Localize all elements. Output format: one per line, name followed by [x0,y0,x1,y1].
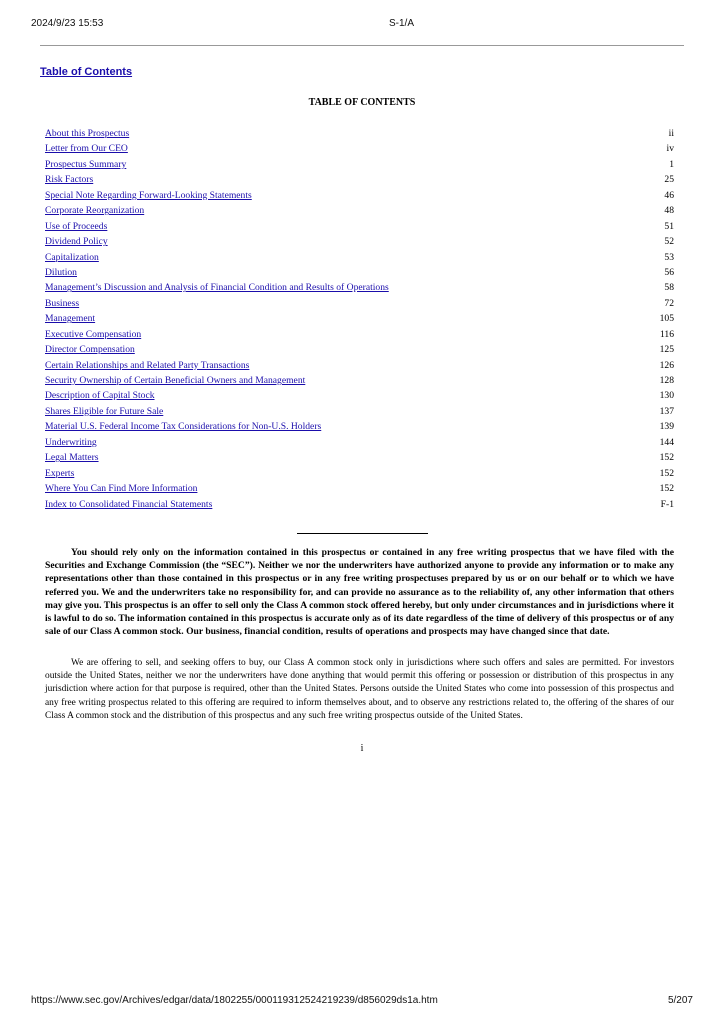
table-of-contents-link[interactable]: Table of Contents [40,66,133,78]
toc-entry-page: 58 [664,282,674,294]
offering-jurisdiction-paragraph: We are offering to sell, and seeking offers to buy, our Class A common stock only in jurisdictions where such offers and sales are permitted. For investors outside the United States, neither we nor the underwriters have done anything that would permit this offering or possession or distribution of this prospectus in any jurisdiction where action for that purpose is required, other than the United States. Persons outside the United States who come into possession of this prospectus and any free writing prospectus related to this offering are required to inform themselves about, and to observe any restrictions related to, the offering of the shares of our Class A common stock and the distribution of this prospectus and any such free writing prospectus outside of the United States. [45,658,674,721]
print-footer [31,995,693,1009]
toc-entry-page: 137 [659,405,674,417]
toc-entry-page: iv [666,143,674,155]
toc-entry-page: 144 [659,436,674,448]
toc-entry [45,127,674,142]
toc-entry [45,420,674,435]
toc-entry-link[interactable]: Security Ownership of Certain Beneficial Owners and Management [45,375,306,386]
toc-entry-page: 1 [669,158,674,170]
toc-entry [45,359,674,374]
toc-entry-page: ii [668,128,674,139]
toc-entry-link[interactable]: Dividend Policy [45,236,108,248]
toc-entry-link[interactable]: Prospectus Summary [45,158,127,170]
toc-entry-page: 51 [664,220,674,232]
toc-entry-link[interactable]: Corporate Reorganization [45,205,145,217]
toc-entry [45,266,674,281]
toc-entry-link[interactable]: Legal Matters [45,452,99,464]
toc-entry [45,235,674,250]
toc-entry [45,328,674,343]
toc-entry-link[interactable]: Shares Eligible for Future Sale [45,405,164,417]
toc-entry-page: F-1 [660,498,674,510]
document-type: S-1/A [389,18,415,29]
section-separator [297,533,428,534]
toc-entry-page: 72 [664,297,674,309]
header-divider [40,45,684,46]
toc-entry-page: 152 [659,467,674,479]
toc-entry [45,220,674,235]
page-number: i [360,743,364,754]
source-url: https://www.sec.gov/Archives/edgar/data/1802255/000119312524219239/d856029ds1a.htm [31,995,438,1006]
toc-entry [45,467,674,482]
toc-entry-page: 48 [664,205,674,217]
toc-entry [45,312,674,327]
toc-entry-link[interactable]: Experts [45,467,75,479]
toc-entry [45,189,674,204]
toc-entry-link[interactable]: Use of Proceeds [45,220,108,232]
toc-entry [45,405,674,420]
toc-entry-page: 46 [664,189,674,201]
toc-entry-page: 152 [659,483,674,495]
print-timestamp: 2024/9/23 15:53 [31,18,104,29]
toc-entry [45,436,674,451]
toc-list [45,127,674,513]
toc-entry-page: 126 [659,359,674,371]
toc-entry-page: 25 [664,174,674,186]
toc-entry-link[interactable]: Material U.S. Federal Income Tax Considerations for Non-U.S. Holders [45,421,322,433]
toc-entry-link[interactable]: Special Note Regarding Forward-Looking Statements [45,189,252,201]
toc-entry-link[interactable]: Executive Compensation [45,328,142,340]
print-header [31,18,684,32]
toc-entry-link[interactable]: Letter from Our CEO [45,143,128,155]
toc-entry-link[interactable]: Underwriting [45,436,97,448]
toc-entry [45,173,674,188]
toc-entry-page: 52 [664,236,674,248]
toc-entry-page: 152 [659,452,674,464]
page-counter: 5/207 [667,995,693,1006]
toc-entry [45,297,674,312]
toc-entry-page: 116 [659,328,674,340]
toc-entry [45,374,674,389]
toc-entry [45,204,674,219]
toc-entry-page: 130 [659,390,674,402]
toc-entry-link[interactable]: Certain Relationships and Related Party Transactions [45,359,250,371]
toc-entry-page: 56 [664,266,674,278]
toc-entry-link[interactable]: Dilution [45,266,77,278]
toc-entry [45,251,674,266]
toc-entry-page: 125 [659,344,674,356]
toc-entry-link[interactable]: Business [45,297,80,309]
toc-entry-link[interactable]: Index to Consolidated Financial Statements [45,498,213,510]
toc-entry [45,498,674,513]
toc-entry [45,142,674,157]
toc-entry-link[interactable]: Where You Can Find More Information [45,483,198,495]
toc-entry-link[interactable]: Director Compensation [45,344,135,356]
toc-entry-link[interactable]: Management’s Discussion and Analysis of Financial Condition and Results of Operations [45,282,389,294]
reliance-notice-paragraph: You should rely only on the information contained in this prospectus or contained in any free writing prospectus that we have filed with the Securities and Exchange Commission (the “SEC”). Neither we nor the underwriters have authorized anyone to provide any information or to make any representations other than those contained in this prospectus or in any free writing prospectuses prepared by us or on our behalf or to which we have referred you. We and the underwriters take no responsibility for, and can provide no assurance as to the reliability of, any other information that others may give you. This prospectus is an offer to sell only the Class A common stock offered hereby, but only under circumstances and in jurisdictions where it is lawful to do so. The information contained in this prospectus is accurate only as of its date regardless of the time of delivery of this prospectus or of any sale of our Class A common stock. Our business, financial condition, results of operations and prospects may have changed since that date. [45,547,674,638]
toc-entry-page: 105 [659,313,674,325]
toc-entry [45,158,674,173]
toc-entry-link[interactable]: About this Prospectus [45,128,130,139]
toc-entry-page: 53 [664,251,674,263]
toc-heading: TABLE OF CONTENTS [308,97,416,108]
toc-entry-link[interactable]: Risk Factors [45,174,94,186]
toc-entry-page: 139 [659,421,674,433]
toc-entry [45,389,674,404]
toc-entry-link[interactable]: Management [45,313,96,325]
toc-entry [45,343,674,358]
toc-entry-link[interactable]: Capitalization [45,251,99,263]
toc-entry-page: 128 [659,375,674,386]
toc-entry [45,451,674,466]
toc-entry [45,482,674,497]
toc-entry [45,281,674,296]
toc-entry-link[interactable]: Description of Capital Stock [45,390,155,402]
